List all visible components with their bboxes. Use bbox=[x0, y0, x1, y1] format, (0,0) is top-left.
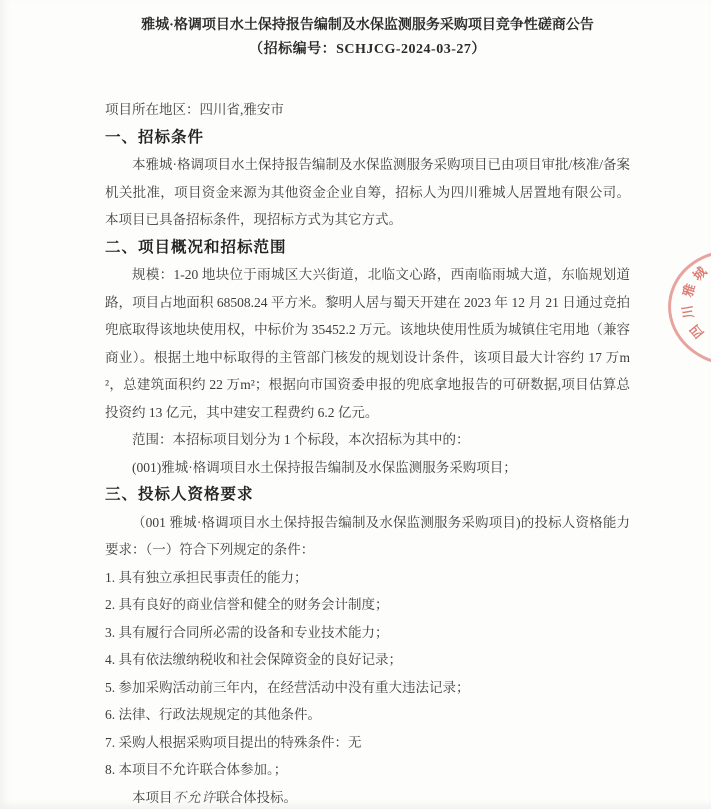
project-location-line: 项目所在地区：四川省,雅安市 bbox=[105, 102, 284, 117]
paragraph-tender-conditions: 本雅城·格调项目水土保持报告编制及水保监测服务采购项目已由项目审批/核准/备案机关批准，项目资金来源为其他资金企业自筹，招标人为四川雅城人居置地有限公司。本项目已具备招标条件，现招标方式为其它方式。 bbox=[105, 157, 630, 227]
document-title: 雅城·格调项目水土保持报告编制及水保监测服务采购项目竞争性磋商公告 bbox=[141, 18, 594, 33]
requirement-item: 8. 本项目不允许联合体参加。； bbox=[105, 762, 288, 777]
closing-prefix: 本项目 bbox=[132, 789, 173, 805]
requirement-item: 6. 法律、行政法规规定的其他条件。 bbox=[105, 707, 321, 722]
section-heading-bidder-qualifications: 三、投标人资格要求 bbox=[105, 486, 254, 503]
tender-number-subtitle: （招标编号：SCHJCG-2024-03-27） bbox=[249, 42, 486, 57]
seal-character: 城 bbox=[689, 263, 710, 284]
requirement-item: 5. 参加采购活动前三年内，在经营活动中没有重大违法记录； bbox=[105, 679, 470, 695]
paragraph-bid-section: (001)雅城·格调项目水土保持报告编制及水保监测服务采购项目； bbox=[132, 459, 517, 475]
paragraph-tender-scope: 范围：本招标项目划分为 1 个标段，本次招标为其中的： bbox=[132, 432, 470, 447]
seal-character: 雅 bbox=[679, 281, 699, 299]
section-heading-project-overview: 二、项目概况和招标范围 bbox=[105, 238, 287, 256]
section-heading-tender-conditions: 一、招标条件 bbox=[105, 128, 205, 146]
seal-character: 川 bbox=[679, 304, 697, 320]
requirement-item: 1. 具有独立承担民事责任的能力； bbox=[105, 569, 308, 585]
paragraph-qualification-intro: （001 雅城·格调项目水土保持报告编制及水保监测服务采购项目)的投标人资格能力要求：（一）符合下列规定的条件： bbox=[105, 514, 630, 557]
paragraph-project-scale: 规模：1-20 地块位于雨城区大兴街道，北临文心路，西南临雨城大道，东临规划道路，项目占地面积 68508.24 平方米。黎明人居与蜀天开建在 2023 年 12 月 21 日通过竞拍兜底取得该地块使用权，中标价为 35452.2 万元。该地块使用性质为城镇住宅用地（兼容商业）。根据土地中标取得的主管部门核发的规划设计条件，该项目最大计容约 17 万m²，总建筑面积约 22 万m²；根据向市国资委申报的兜底拿地报告的可研数据,项目估算总投资约 13 亿元，其中建安工程费约 6.2 亿元。 bbox=[105, 267, 630, 420]
seal-character: 四 bbox=[686, 321, 707, 342]
requirement-item: 7. 采购人根据采购项目提出的特殊条件：无 bbox=[105, 734, 362, 750]
closing-emphasis: 不允许 bbox=[172, 789, 216, 805]
requirement-item: 4. 具有依法缴纳税收和社会保障资金的良好记录； bbox=[105, 652, 402, 667]
requirement-item: 2. 具有良好的商业信誉和健全的财务会计制度； bbox=[105, 597, 389, 612]
closing-line bbox=[105, 784, 630, 809]
closing-suffix: 联合体投标。 bbox=[216, 789, 297, 805]
requirement-item: 3. 具有履行合同所必需的设备和专业技术能力； bbox=[105, 624, 389, 640]
